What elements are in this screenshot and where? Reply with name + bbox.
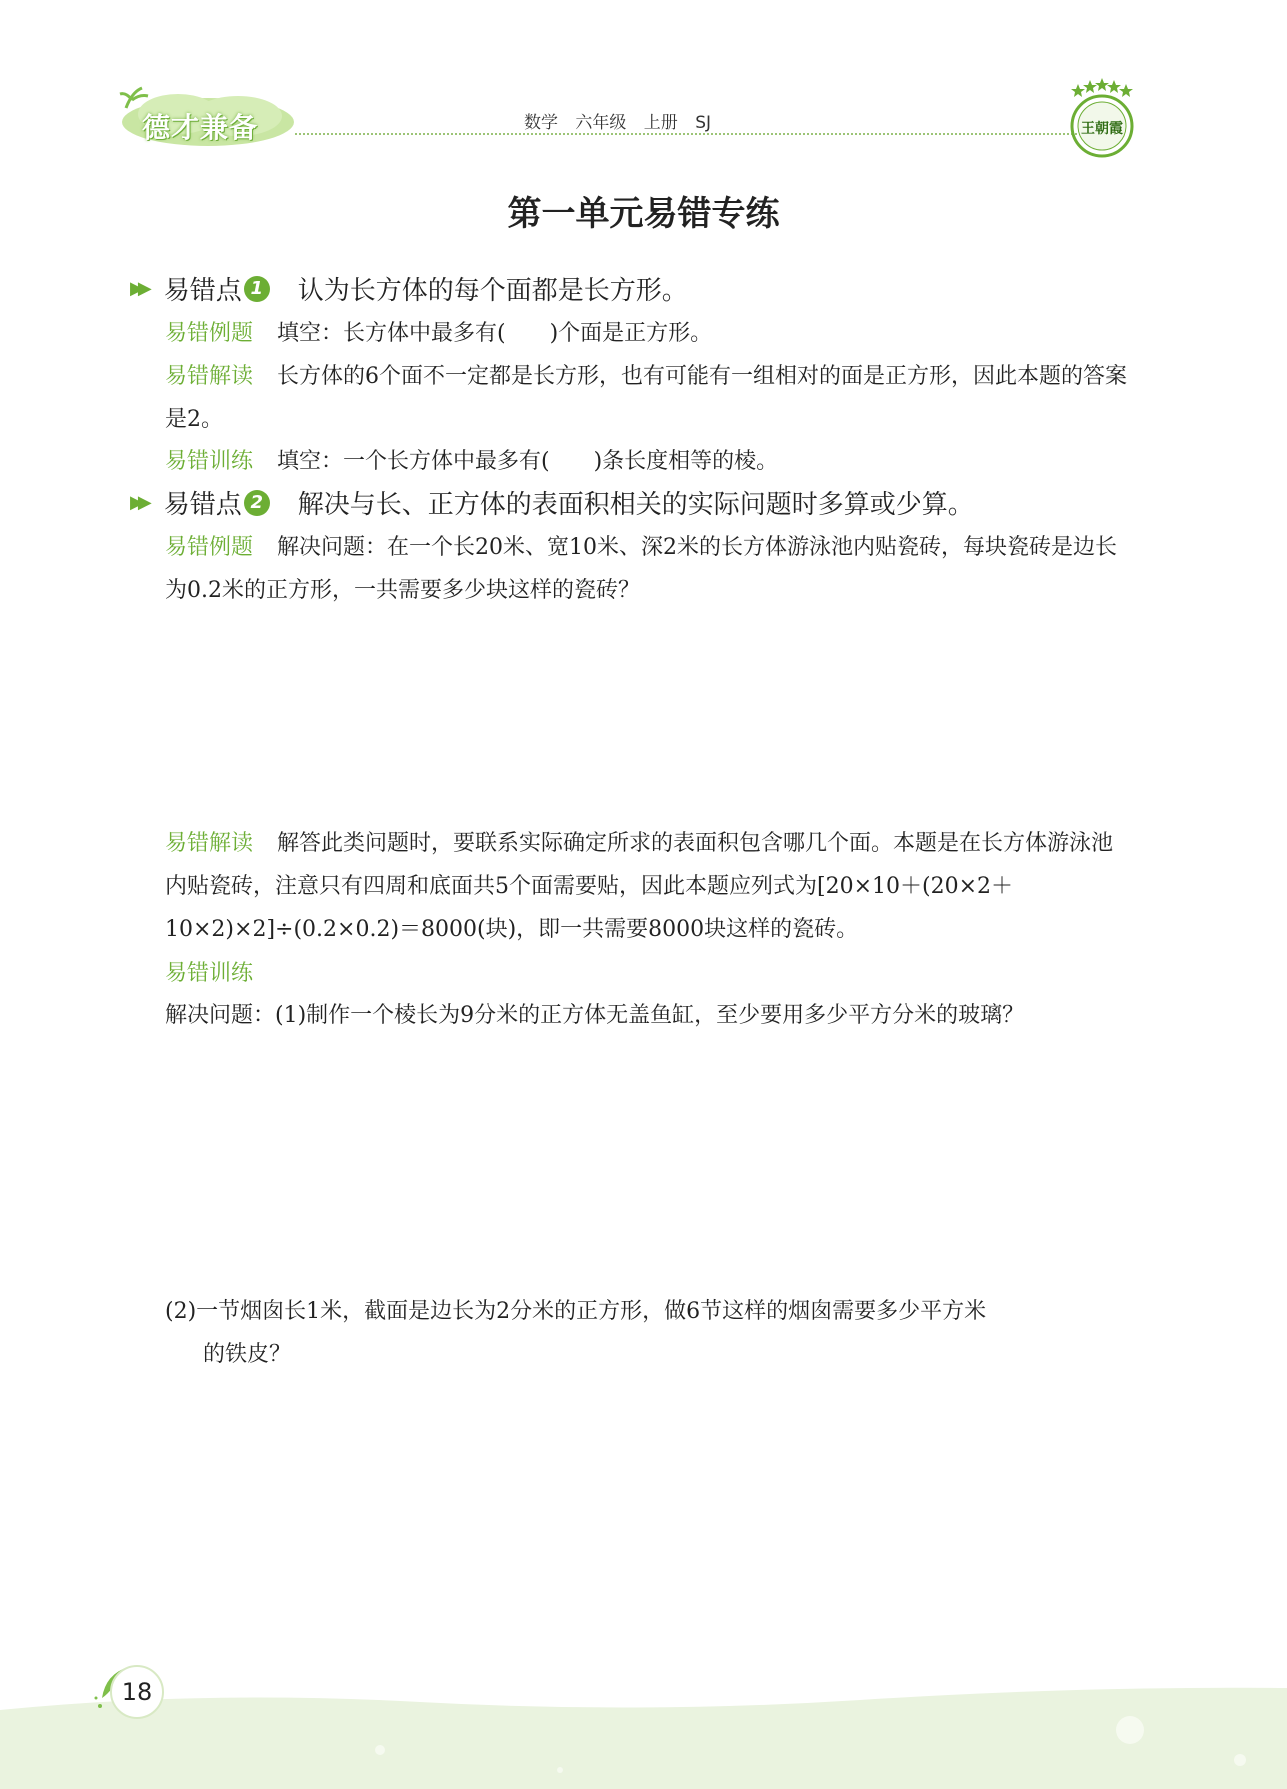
double-chevron-icon: ▶▶	[130, 492, 146, 513]
point-label: 易错点	[163, 490, 242, 520]
page-title: 第一单元易错专练	[507, 194, 780, 234]
example-text: 填空：长方体中最多有( )个面是正方形。	[277, 321, 713, 346]
practice-question-1: 解决问题：(1)制作一个棱长为9分米的正方体无盖鱼缸，至少要用多少平方分米的玻璃？	[165, 1003, 1025, 1028]
brand-logo	[118, 78, 298, 148]
practice-text: 填空：一个长方体中最多有( )条长度相等的棱。	[277, 449, 779, 474]
point-number-badge: 2	[244, 490, 270, 516]
double-chevron-icon: ▶▶	[130, 278, 146, 299]
analysis-row-1	[165, 355, 1130, 441]
author-seal	[1060, 76, 1140, 166]
analysis-tag: 易错解读	[165, 831, 254, 856]
book-info: 数学 六年级 上册 SJ	[524, 113, 712, 133]
analysis-text: 解答此类问题时，要联系实际确定所求的表面积包含哪几个面。本题是在长方体游泳池内贴瓷砖，注意只有四周和底面共5个面需要贴，因此本题应列式为[20×10＋(20×2＋10×2)×2]÷(0.2×0.2)＝8000(块)，即一共需要8000块这样的瓷砖。	[165, 831, 1114, 942]
point-description: 解决与长、正方体的表面积相关的实际问题时多算或少算。	[297, 490, 974, 520]
example-row-1	[165, 312, 1130, 355]
practice-tag: 易错训练	[165, 961, 254, 986]
header-divider	[295, 133, 1085, 135]
example-text: 解决问题：在一个长20米、宽10米、深2米的长方体游泳池内贴瓷砖，每块瓷砖是边长为0.2米的正方形，一共需要多少块这样的瓷砖？	[165, 535, 1118, 603]
analysis-row-2	[165, 822, 1130, 951]
seal-text: 王朝霞	[1081, 121, 1123, 137]
point-label: 易错点	[163, 276, 242, 306]
practice-tag: 易错训练	[165, 449, 254, 474]
practice-question-2-line2: 的铁皮？	[203, 1342, 292, 1367]
point-description: 认为长方体的每个面都是长方形。	[297, 276, 688, 306]
analysis-text: 长方体的6个面不一定都是长方形，也有可能有一组相对的面是正方形，因此本题的答案是2。	[165, 364, 1128, 432]
footer-wave-band	[0, 1680, 1287, 1789]
point-number-badge: 1	[244, 276, 270, 302]
error-point-1	[130, 270, 688, 307]
seal-badge-icon	[1060, 76, 1140, 166]
example-tag: 易错例题	[165, 535, 254, 560]
analysis-tag: 易错解读	[165, 364, 254, 389]
practice-heading-2	[165, 952, 1130, 995]
example-tag: 易错例题	[165, 321, 254, 346]
practice-row-1	[165, 440, 1130, 483]
practice-question-2-line1: (2)一节烟囱长1米，截面是边长为2分米的正方形，做6节这样的烟囱需要多少平方米	[165, 1299, 987, 1324]
page-number: 18	[110, 1665, 164, 1719]
logo-text: 德才兼备	[142, 111, 259, 144]
error-point-2	[130, 484, 974, 521]
example-row-2	[165, 526, 1130, 612]
